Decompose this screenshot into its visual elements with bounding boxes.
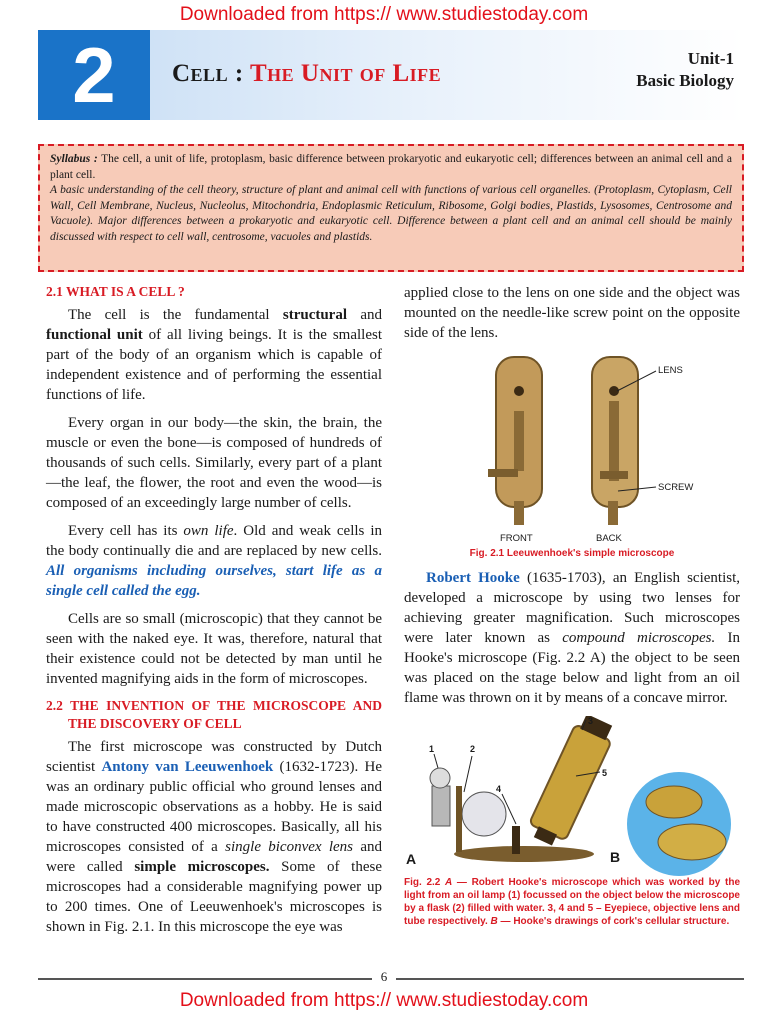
- section-heading-2-2: 2.2 THE INVENTION OF THE MICROSCOPE AND THE DISCOVERY OF CELL: [46, 698, 382, 731]
- paragraph-organ-cells: Every organ in our body—the skin, the brain, the muscle or even the bone—is composed of hundreds of thousands of such cells. Similarly, every part of a plant—the leaf, the flower, the root and even the wood—is composed of an exceedingly large number of cells.: [46, 415, 382, 511]
- front-label: FRONT: [500, 533, 533, 544]
- syllabus-text-1: The cell, a unit of life, protoplasm, basic difference between prokaryotic and eukaryotic cell; differences between an animal cell and a plant cell.: [50, 153, 732, 181]
- chapter-banner: [38, 30, 744, 120]
- label-1: 1: [429, 744, 435, 754]
- figure-2-2: [404, 716, 740, 876]
- label-b: B: [610, 849, 621, 865]
- paragraph-leeuwenhoek: The first microscope was constructed by Dutch scientist Antony van Leeuwenhoek (1632-1723). He was an ordinary public official who ground lenses and made microscopic observations as a hobby. He is said to have constructed 400 microscopes. Basically, all his microscopes consisted of a single biconvex lens and were called simple microscopes. Some of these microscopes had a considerable magnifying power up to 200 times. One of Leeuwenhoek's microscopes is shown in Fig. 2.1. In this microscope the eye was: [46, 739, 382, 935]
- label-5: 5: [602, 768, 608, 778]
- unit-name: Basic Biology: [636, 71, 734, 90]
- right-column: [404, 283, 740, 928]
- label-3: 3: [588, 716, 594, 726]
- syllabus-box: [38, 144, 744, 272]
- hooke-microscope-illustration: [404, 716, 740, 876]
- paragraph-lens-use: applied close to the lens on one side and the object was mounted on the needle-like screw point on the opposite side of the lens.: [404, 285, 740, 341]
- screw-label: SCREW: [658, 482, 694, 493]
- figure-2-2-caption: Fig. 2.2 A — Robert Hooke's microscope which was worked by the light from an oil lamp (1) focussed on the object below the microscope by a flask (2) filled with water. 3, 4 and 5 – Eyepiece, objective lens and tube respectively. B — Hooke's drawings of cork's cellular structure.: [404, 877, 741, 927]
- chapter-title: [172, 60, 441, 88]
- paragraph-own-life: Every cell has its own life. Old and weak cells in the body continually die and are replaced by new cells. All organisms including ourselves, start life as a single cell called the egg.: [46, 523, 382, 599]
- paragraph-microscopic: Cells are so small (microscopic) that they cannot be seen with the naked eye. It was, therefore, natural that their existence could not be detected by man until he invented magnifying aids in the form of microscopes.: [46, 611, 382, 687]
- back-label: BACK: [596, 533, 622, 544]
- label-a: A: [406, 851, 417, 867]
- chapter-number: 2: [38, 30, 150, 120]
- unit-label: [636, 48, 734, 92]
- section-heading-2-1: 2.1 WHAT IS A CELL ?: [46, 284, 185, 299]
- figure-2-1-caption: Fig. 2.1 Leeuwenhoek's simple microscope: [469, 548, 675, 559]
- bottom-watermark: Downloaded from https:// www.studiestoday.com: [179, 990, 589, 1011]
- left-column: [46, 283, 382, 945]
- leeuwenhoek-microscope-illustration: [404, 351, 740, 547]
- label-2: 2: [470, 744, 476, 754]
- label-4: 4: [496, 784, 502, 794]
- chapter-title-main: The Unit of Life: [249, 60, 442, 87]
- title-strip: [150, 30, 744, 120]
- lens-label: LENS: [658, 365, 683, 376]
- figure-2-1: [404, 351, 740, 547]
- paragraph-cell-definition: The cell is the fundamental structural and functional unit of all living beings. It is the smallest part of the body of an organism which is capable of independent existence and of performing the essential functions of life.: [46, 307, 383, 403]
- paragraph-hooke: Robert Hooke (1635-1703), an English scientist, developed a microscope by using two lenses for achieving greater magnification. Such microscopes were later known as compound microscopes. In Hooke's microscope (Fig. 2.2 A) the object to be seen was placed on the stage below and light from an oil flame was thrown on it by means of a concave mirror.: [404, 570, 740, 706]
- syllabus-label: Syllabus :: [50, 153, 98, 165]
- unit-number: Unit-1: [687, 49, 734, 68]
- page-number: 6: [372, 969, 396, 989]
- syllabus-line-1: [50, 152, 732, 183]
- syllabus-line-2: [50, 183, 732, 245]
- chapter-title-prefix: Cell :: [172, 60, 250, 87]
- top-watermark: Downloaded from https:// www.studiestoday.com: [179, 4, 589, 25]
- syllabus-text-2: A basic understanding of the cell theory, structure of plant and animal cell with functions of various cell organelles. (Protoplasm, Cytoplasm, Cell Wall, Cell Membrane, Nucleus, Nucleolus, Mitochondria, Endoplasmic Reticulum, Ribosome, Golgi bodies, Plastids, Lysosomes, Centrosome and Vacuole). Major differences between a prokaryotic and eukaryotic cell. Difference between a plant cell and an animal cell should be mainly discussed with respect to cell wall, centrosome, vacuoles and plastids.: [50, 184, 732, 243]
